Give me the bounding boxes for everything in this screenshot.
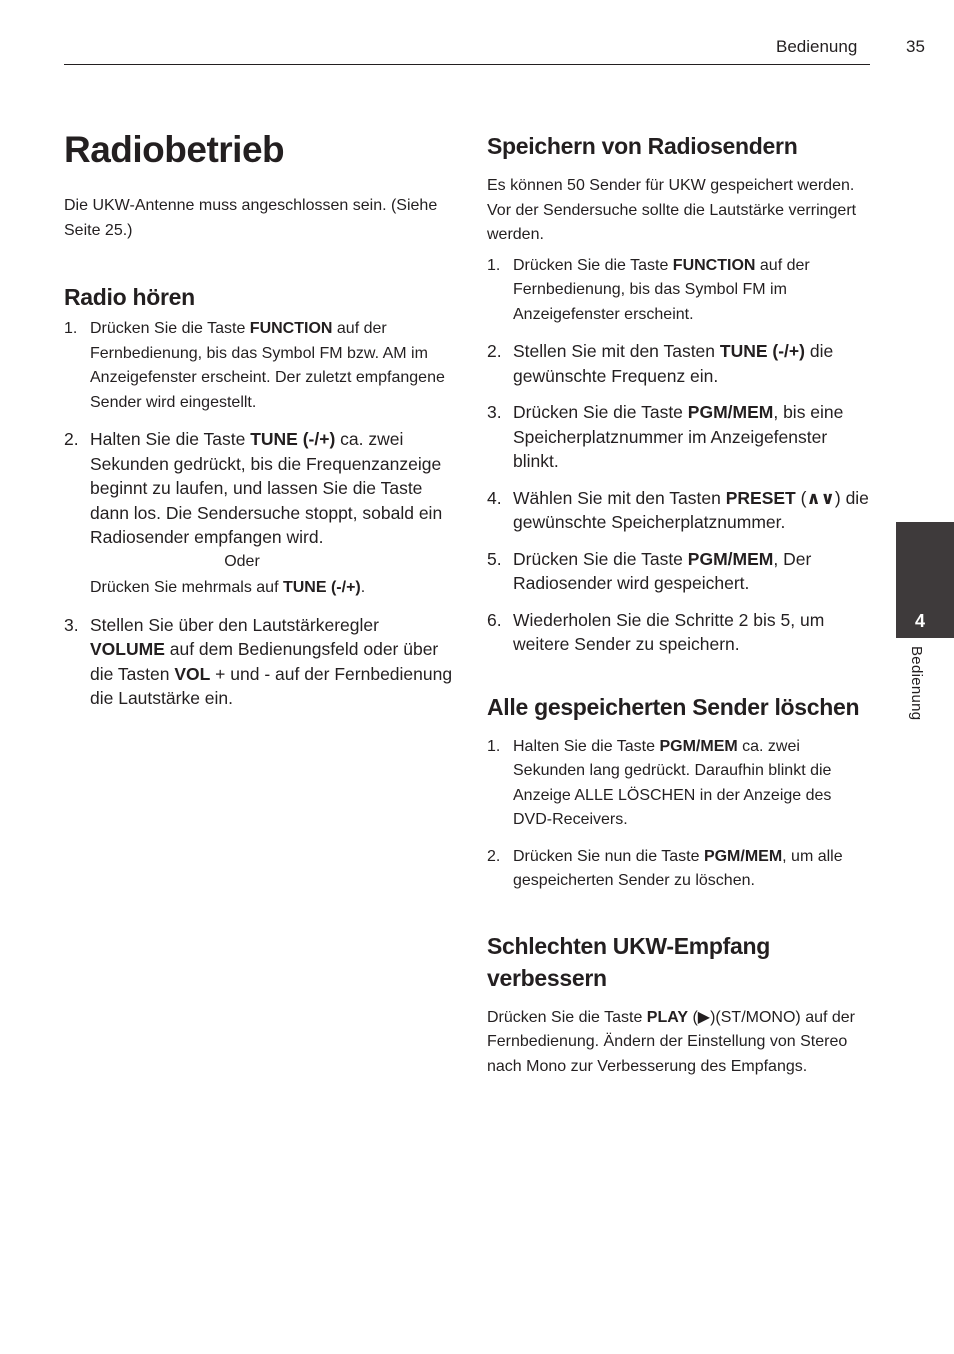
step-text: auf dem Bedienungsfeld oder über die Tasten	[90, 639, 439, 684]
play-icon: ▶	[697, 1008, 711, 1026]
chapter-tab-label: Bedienung	[908, 646, 925, 721]
step-text: Halten Sie die Taste	[513, 737, 660, 755]
step-text: ca. zwei Sekunden lang gedrückt. Daraufhin blinkt die Anzeige ALLE LÖSCHEN in der Anzeige des DVD-Receivers.	[513, 737, 832, 828]
key-label: PGM/MEM	[687, 402, 774, 422]
list-item	[64, 427, 454, 601]
step-text: Drücken Sie die Taste	[513, 256, 673, 274]
step-number: 6.	[487, 609, 502, 630]
body-text: Drücken Sie die Taste	[487, 1008, 647, 1026]
step-number: 3.	[64, 614, 79, 635]
key-label: TUNE (-/+)	[250, 429, 336, 449]
list-item	[64, 317, 454, 415]
step-text: ) die gewünschte Speicherplatznummer.	[513, 487, 869, 532]
step-text: Wiederholen Sie die Schritte 2 bis 5, um weitere Sender zu speichern.	[513, 609, 825, 654]
list-item	[487, 735, 872, 833]
step-text: auf der Fernbedienung, bis das Symbol FM im Anzeigefenster erscheint.	[513, 256, 810, 323]
key-label: PRESET	[725, 487, 796, 508]
body-text: )(ST/MONO) auf der Fernbedienung. Ändern der Einstellung von Stereo nach Mono zur Verbesserung des Empfangs.	[487, 1008, 855, 1075]
loeschen-steps	[487, 735, 872, 894]
radio-hoeren-steps	[64, 317, 454, 711]
step-number: 1.	[487, 256, 501, 274]
step-text: Drücken Sie die Taste	[513, 548, 688, 569]
page-title: Radiobetrieb	[64, 129, 285, 170]
list-item	[487, 845, 872, 894]
step-number: 4.	[487, 487, 502, 508]
step-text: Drücken Sie die Taste	[90, 320, 250, 337]
key-label: VOL	[174, 663, 211, 684]
empfang-text	[487, 1006, 872, 1080]
key-label: TUNE (-/+)	[719, 341, 805, 361]
step-text: Stellen Sie mit den Tasten	[513, 341, 720, 361]
step-text: , bis eine Speicherplatznummer im Anzeigefenster blinkt.	[513, 402, 844, 471]
list-item	[64, 613, 454, 711]
step-text: , Der Radiosender wird gespeichert.	[513, 548, 812, 593]
up-down-arrows-icon: ∧∨	[806, 487, 835, 508]
list-item	[487, 254, 872, 328]
step-text: (	[795, 487, 807, 508]
body-text: (	[688, 1008, 698, 1026]
right-column	[487, 130, 872, 1079]
step-text: Drücken Sie mehrmals auf	[90, 579, 283, 596]
step-text: Wählen Sie mit den Tasten	[513, 487, 726, 508]
step-text: + und - auf der Fernbedienung die Lautstärke ein.	[90, 663, 453, 708]
section-heading-radio-hoeren: Radio hören	[64, 284, 195, 310]
step-number: 2.	[487, 341, 502, 361]
list-item	[487, 486, 872, 535]
key-label: VOLUME	[90, 639, 165, 659]
section-heading-empfang: Schlechten UKW-Empfang verbessern	[487, 932, 771, 991]
section-heading-speichern: Speichern von Radiosendern	[487, 133, 798, 159]
speichern-steps	[487, 254, 872, 657]
step-number: 3.	[487, 402, 502, 422]
step-number: 1.	[487, 737, 501, 755]
step-text: Drücken Sie nun die Taste	[513, 847, 704, 865]
step-text: .	[360, 579, 366, 596]
step-number: 2.	[64, 429, 79, 449]
running-header-section: Bedienung	[776, 37, 858, 56]
chapter-number: 4	[914, 611, 925, 631]
left-column	[64, 128, 454, 723]
list-item	[487, 339, 872, 388]
step-number: 5.	[487, 548, 502, 569]
key-label: FUNCTION	[249, 320, 333, 337]
step-text: Drücken Sie die Taste	[513, 402, 688, 422]
step-text: die gewünschte Frequenz ein.	[513, 341, 834, 386]
intro-text: Die UKW-Antenne muss angeschlossen sein. (Siehe Seite 25.)	[64, 197, 438, 239]
step-text: auf der Fernbedienung, bis das Symbol FM bzw. AM im Anzeigefenster erscheint. Der zuletzt empfangene Sender wird eingestellt.	[90, 320, 445, 411]
key-label: PLAY	[646, 1008, 688, 1026]
section-heading-loeschen: Alle gespeicherten Sender löschen	[487, 693, 860, 720]
key-label: PGM/MEM	[703, 847, 783, 865]
header-divider	[64, 64, 870, 65]
list-item	[487, 400, 872, 474]
step-text: ca. zwei Sekunden gedrückt, bis die Frequenzanzeige beginnt zu laufen, und lassen Sie die Taste dann los. Die Sendersuche stoppt, sobald ein Radiosender empfangen wird.	[90, 429, 443, 547]
list-item	[487, 547, 872, 596]
chapter-tab	[896, 522, 954, 638]
step-text: Stellen Sie über den Lautstärkeregler	[90, 614, 379, 635]
key-label: TUNE (-/+)	[282, 579, 361, 596]
oder-separator: Oder	[224, 552, 260, 570]
page-number: 35	[906, 37, 925, 56]
key-label: FUNCTION	[672, 256, 756, 274]
speichern-intro: Es können 50 Sender für UKW gespeichert werden. Vor der Sendersuche sollte die Lautstärke verringert werden.	[487, 177, 857, 243]
step-number: 2.	[487, 847, 501, 865]
list-item	[487, 608, 872, 657]
key-label: PGM/MEM	[687, 548, 774, 569]
key-label: PGM/MEM	[659, 737, 738, 755]
step-number: 1.	[64, 320, 78, 337]
step-text: Halten Sie die Taste	[90, 429, 251, 449]
step-text: , um alle gespeicherten Sender zu löschen.	[513, 847, 843, 889]
